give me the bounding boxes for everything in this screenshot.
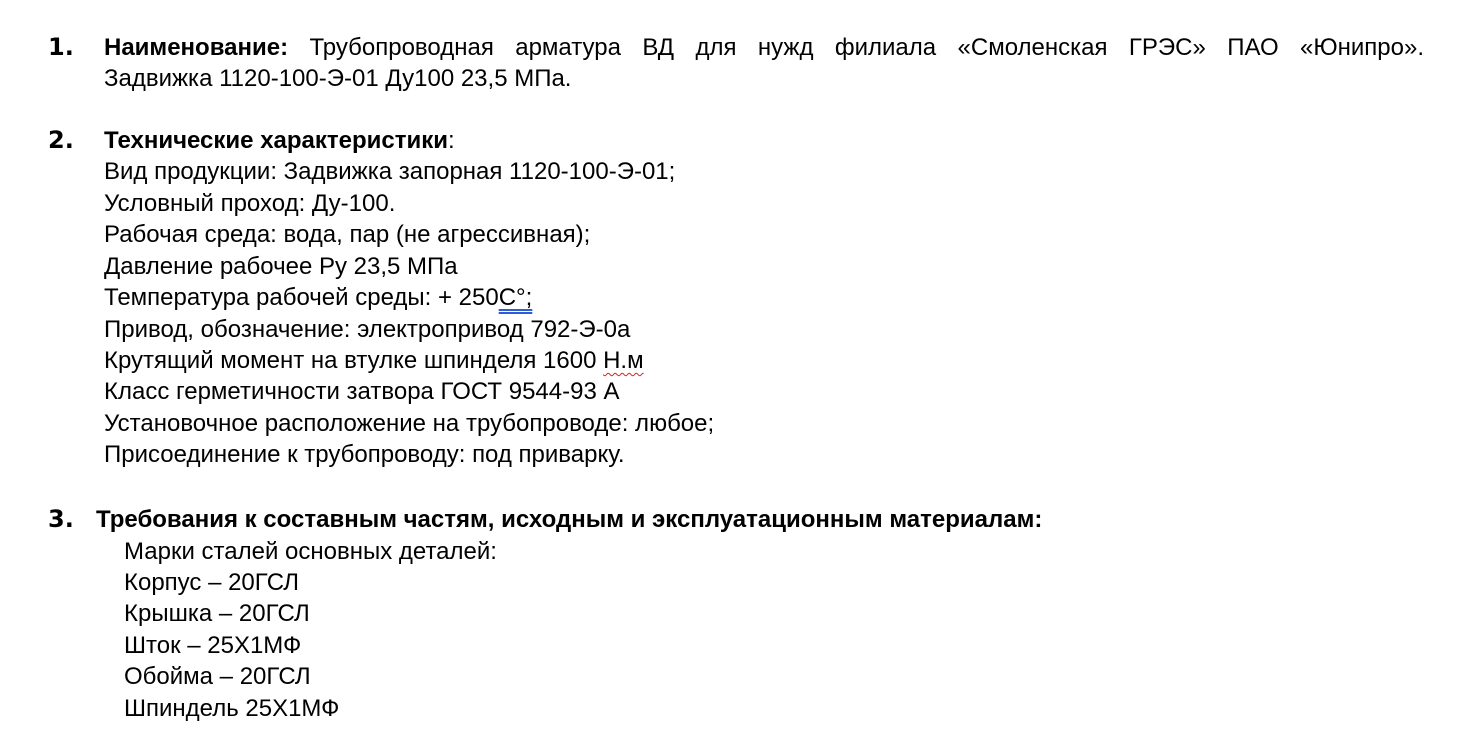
spec-line-temperature xyxy=(104,282,532,313)
material-line: Крышка – 20ГСЛ xyxy=(124,600,310,627)
name-line-1 xyxy=(104,32,1424,63)
torque-text: Крутящий момент на втулке шпинделя 1600 xyxy=(104,347,604,374)
temperature-text: Температура рабочей среды: + 250 xyxy=(104,284,499,311)
spec-line: Давление рабочее Ру 23,5 МПа xyxy=(104,253,458,280)
materials-heading: Требования к составным частям, исходным и эксплуатационным материалам: xyxy=(96,506,1043,533)
spec-line: Присоединение к трубопроводу: под приварку. xyxy=(104,441,625,468)
name-label: Наименование: xyxy=(104,34,289,61)
spec-line: Установочное расположение на трубопроводе: любое; xyxy=(104,410,715,437)
spec-line: Класс герметичности затвора ГОСТ 9544-93 А xyxy=(104,378,620,405)
torque-unit: Н.м xyxy=(603,347,644,374)
name-line-2: Задвижка 1120-100-Э-01 Ду100 23,5 МПа. xyxy=(104,65,572,92)
temperature-unit: С°; xyxy=(498,284,533,311)
specs-heading xyxy=(104,125,455,156)
specs-heading-colon: : xyxy=(448,127,455,154)
specs-heading-text: Технические характеристики xyxy=(104,127,449,154)
material-line: Шток – 25Х1МФ xyxy=(124,632,302,659)
material-line: Марки сталей основных деталей: xyxy=(124,538,497,565)
section-number: 2. xyxy=(48,126,74,154)
name-text: Трубопроводная арматура ВД для нужд филиала «Смоленская ГРЭС» ПАО «Юнипро». xyxy=(288,34,1424,61)
material-line: Корпус – 20ГСЛ xyxy=(124,569,299,596)
spec-line-torque xyxy=(104,345,644,376)
spec-line: Условный проход: Ду-100. xyxy=(104,190,396,217)
spec-line: Вид продукции: Задвижка запорная 1120-100-Э-01; xyxy=(104,158,676,185)
material-line: Шпиндель 25Х1МФ xyxy=(124,695,340,722)
spec-line: Привод, обозначение: электропривод 792-Э-0а xyxy=(104,316,631,343)
section-number: 1. xyxy=(48,33,74,61)
section-number: 3. xyxy=(48,505,74,533)
spec-line: Рабочая среда: вода, пар (не агрессивная); xyxy=(104,221,591,248)
material-line: Обойма – 20ГСЛ xyxy=(124,663,311,690)
